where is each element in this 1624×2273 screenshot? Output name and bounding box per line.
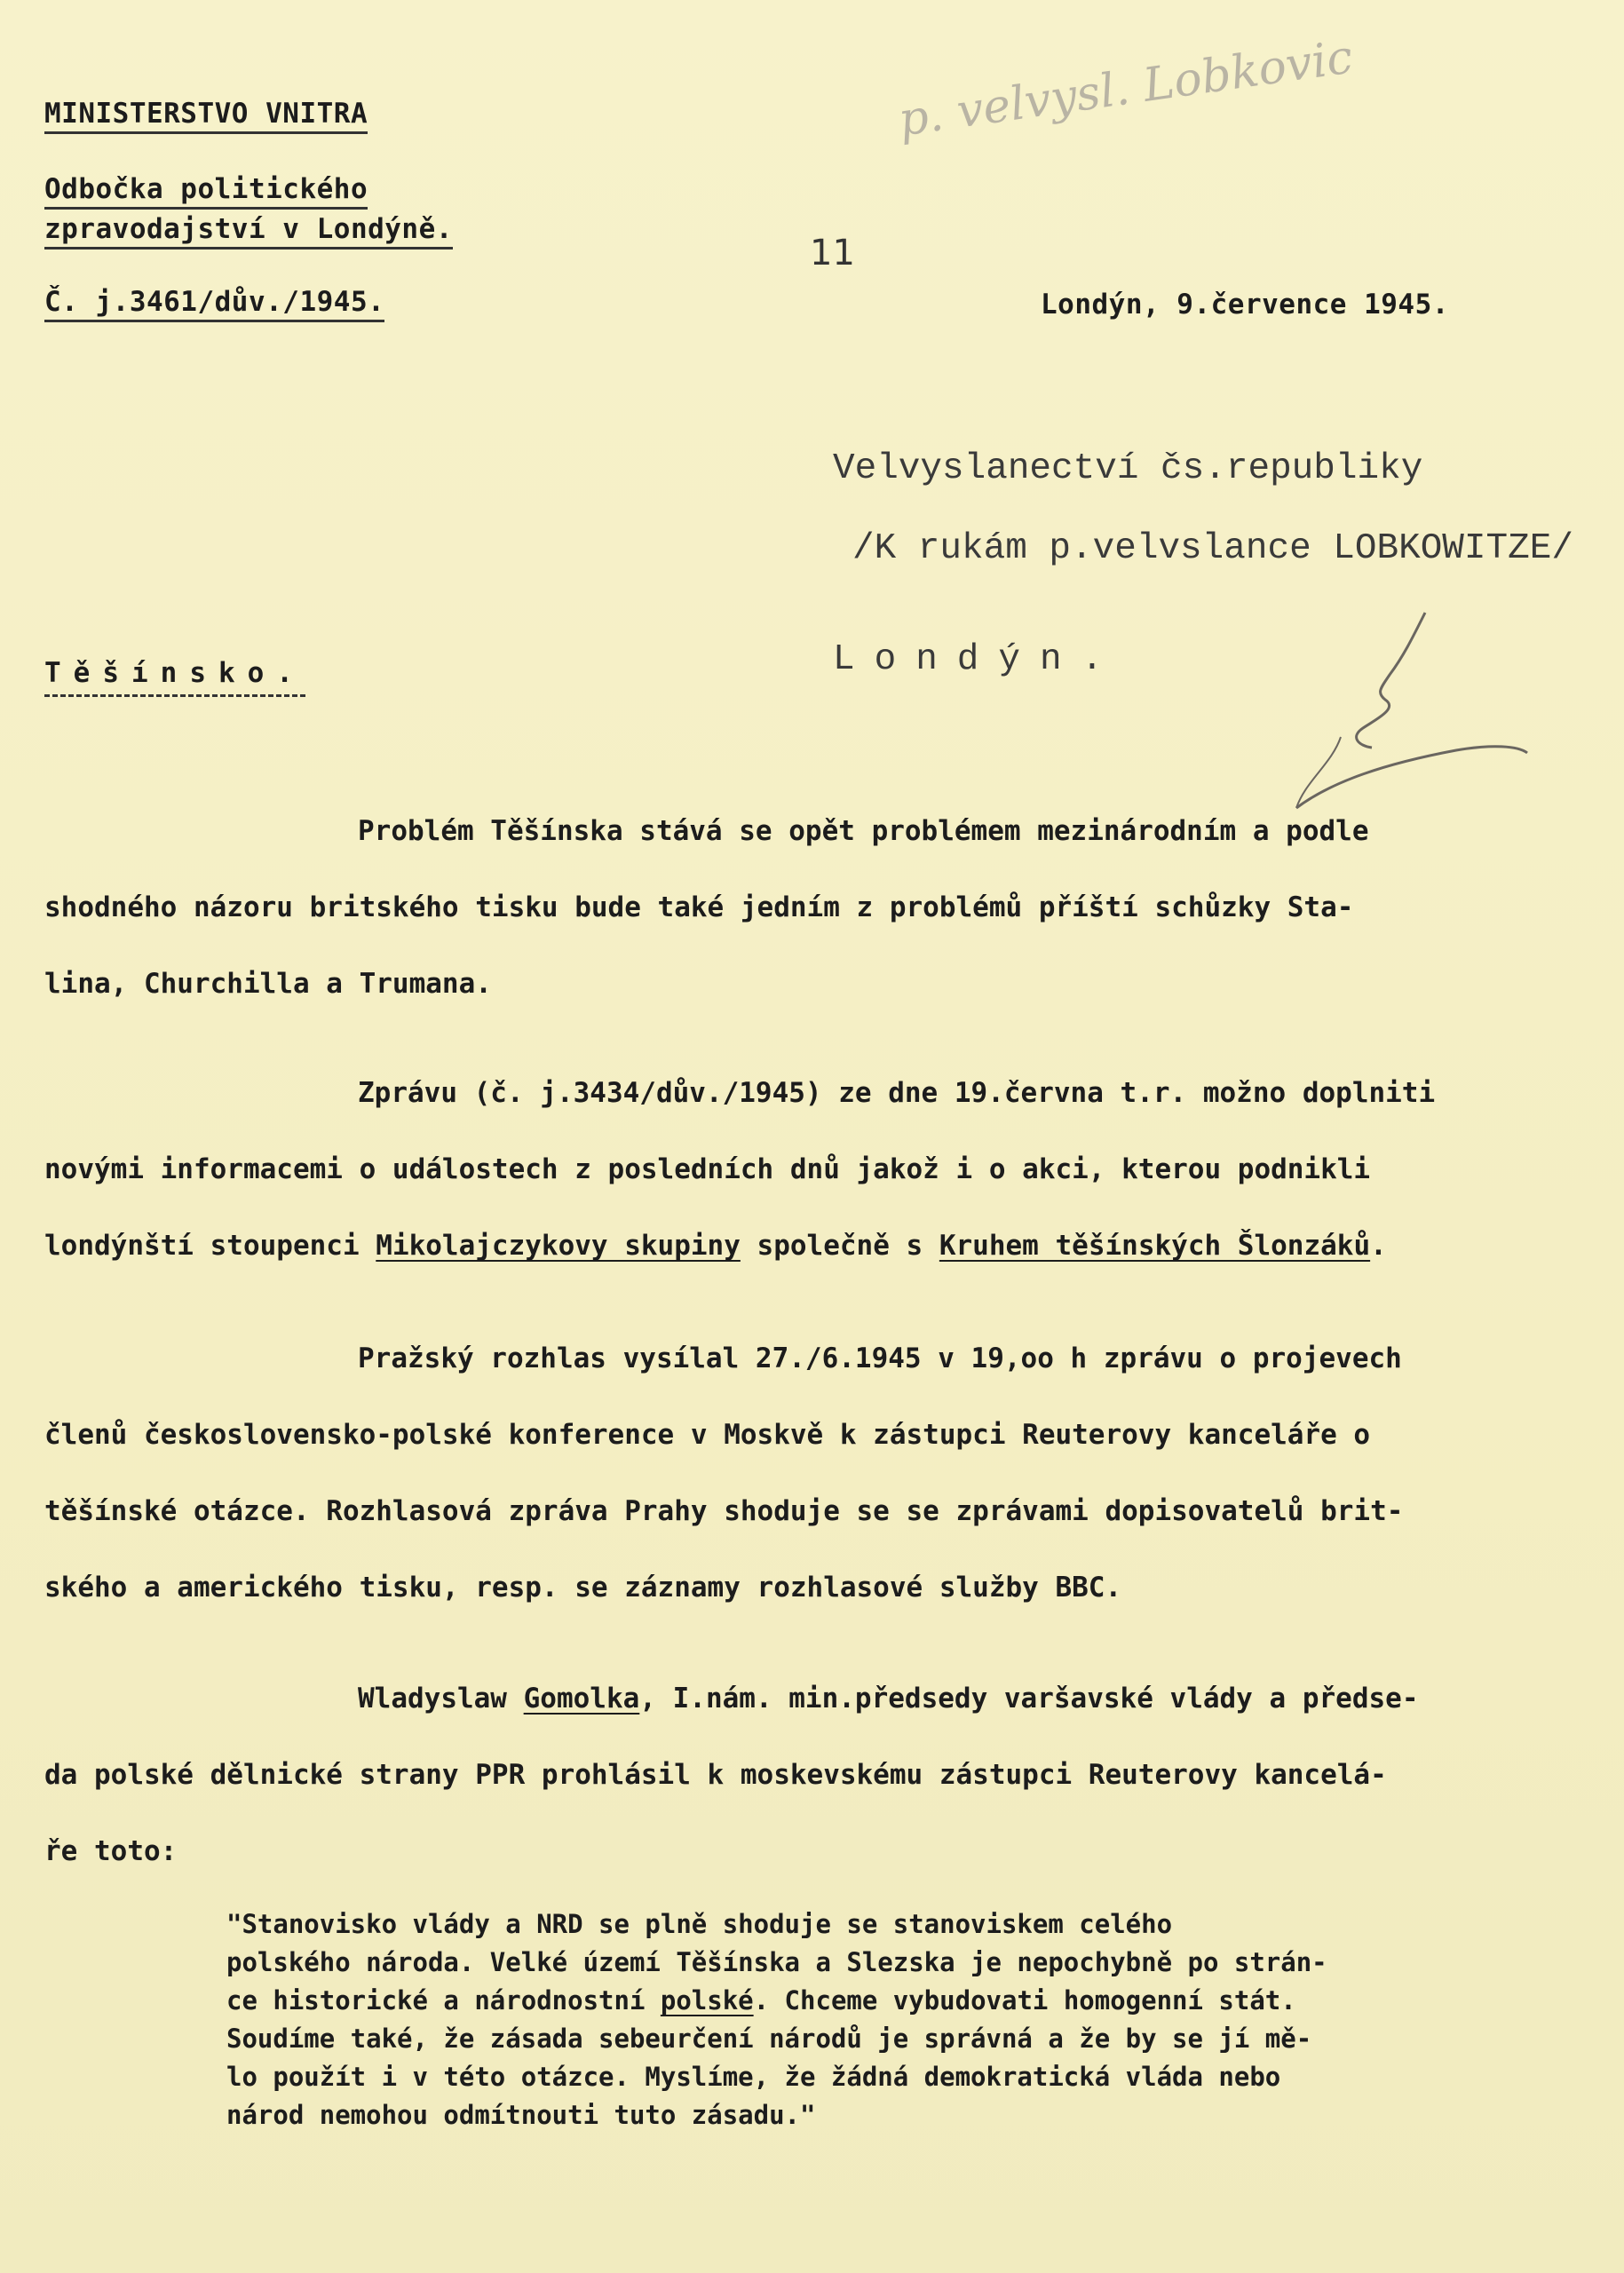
quotation-block xyxy=(226,1905,1327,2134)
branch-line-1: Odbočka politického xyxy=(44,173,368,210)
place-date: Londýn, 9.července 1945. xyxy=(1041,289,1449,321)
quote-line: národ nemohou odmítnouti tuto zásadu." xyxy=(226,2100,816,2130)
quote-line xyxy=(226,1982,1327,2020)
paragraph-2 xyxy=(44,1055,1435,1284)
underlined-mikolajczyk-group: Mikolajczykovy skupiny xyxy=(376,1230,741,1262)
underlined-polish: polské xyxy=(660,1985,754,2016)
quote-line: "Stanovisko vlády a NRD se plně shoduje se stanoviskem celého xyxy=(226,1909,1173,1939)
quote-line: Soudíme také, že zásada sebeurčení národů je správná a že by se jí mě- xyxy=(226,2024,1312,2054)
quote-text: ce historické a národnostní xyxy=(226,1985,661,2016)
paragraph-3 xyxy=(44,1320,1403,1626)
paragraph-1-line: Problém Těšínska stává se opět problémem mezinárodním a podle xyxy=(358,815,1369,847)
recipient-embassy: Velvyslanectví čs.republiky xyxy=(833,448,1423,489)
paragraph-1 xyxy=(44,793,1368,1022)
paragraph-4-text: Wladyslaw xyxy=(358,1683,524,1715)
paragraph-2-line xyxy=(44,1208,1435,1284)
page-number: 11 xyxy=(810,233,855,273)
paragraph-1-line: lina, Churchilla a Trumana. xyxy=(44,968,492,1000)
quote-line: polského národa. Velké území Těšínska a Slezska je nepochybně po strán- xyxy=(226,1947,1327,1977)
pencil-annotation: p. velvysl. Lobkovic xyxy=(895,30,1356,147)
paragraph-1-line: shodného názoru britského tisku bude také jedním z problémů příští schůzky Sta- xyxy=(44,891,1354,923)
subject-heading: Těšínsko. xyxy=(44,657,305,697)
paragraph-3-line: členů československo-polské konference v Moskvě k zástupci Reuterovy kanceláře o xyxy=(44,1419,1371,1451)
underlined-gomolka: Gomolka xyxy=(523,1683,640,1715)
recipient-attention: /K rukám p.velvslance LOBKOWITZE/ xyxy=(852,528,1573,569)
paragraph-3-line: Pražský rozhlas vysílal 27./6.1945 v 19,oo h zprávu o projevech xyxy=(358,1342,1402,1374)
ministry-heading: MINISTERSTVO VNITRA xyxy=(44,98,368,134)
paragraph-4-line xyxy=(44,1660,1419,1737)
branch-line-2: zpravodajství v Londýně. xyxy=(44,213,453,249)
underlined-silesian-circle: Kruhem těšínských Šlonzáků xyxy=(939,1230,1371,1262)
paragraph-2-text: . xyxy=(1370,1230,1387,1262)
paragraph-4 xyxy=(44,1660,1419,1889)
reference-number: Č. j.3461/dův./1945. xyxy=(44,286,384,322)
quote-text: . Chceme vybudovati homogenní stát. xyxy=(753,1985,1296,2016)
quote-line: lo použít i v této otázce. Myslíme, že žádná demokratická vláda nebo xyxy=(226,2062,1281,2092)
paragraph-2-line: Zprávu (č. j.3434/dův./1945) ze dne 19.června t.r. možno doplniti xyxy=(358,1077,1436,1109)
paragraph-2-text: londýnští stoupenci xyxy=(44,1230,376,1262)
paragraph-3-line: těšínské otázce. Rozhlasová zpráva Prahy shoduje se se zprávami dopisovatelů brit- xyxy=(44,1495,1404,1527)
paragraph-3-line: ského a amerického tisku, resp. se záznamy rozhlasové služby BBC. xyxy=(44,1572,1122,1604)
paragraph-4-text: , I.nám. min.předsedy varšavské vlády a předse- xyxy=(639,1683,1419,1715)
paragraph-2-text: společně s xyxy=(740,1230,939,1262)
paragraph-2-line: novými informacemi o událostech z posledních dnů jakož i o akci, kterou podnikli xyxy=(44,1153,1371,1185)
recipient-city: Londýn. xyxy=(833,639,1123,680)
paragraph-4-line: ře toto: xyxy=(44,1835,178,1867)
paragraph-4-line: da polské dělnické strany PPR prohlásil k moskevskému zástupci Reuterovy kancelá- xyxy=(44,1759,1387,1791)
